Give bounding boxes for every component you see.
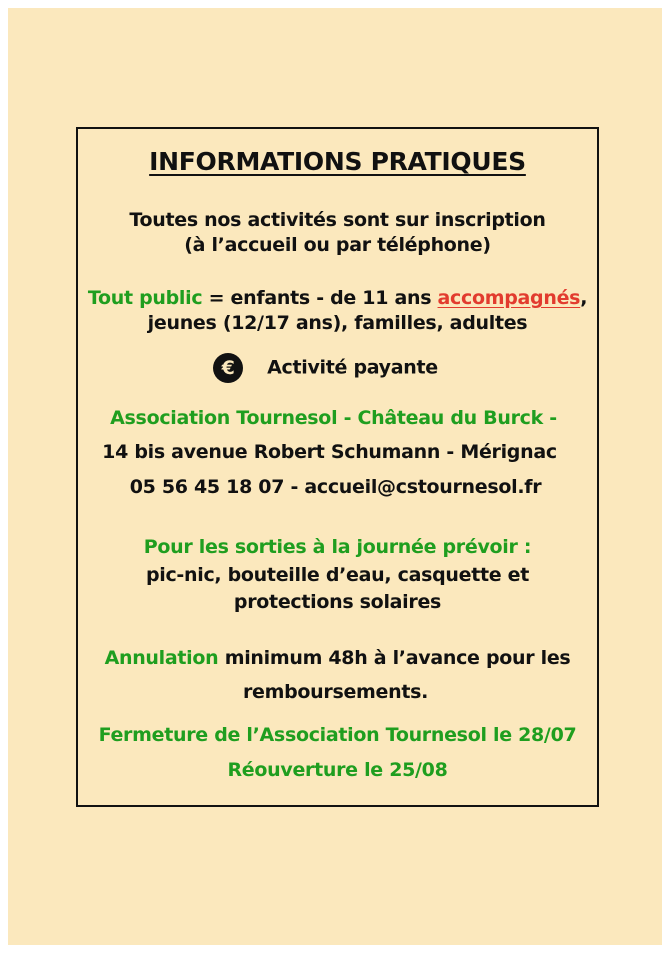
annulation-text: minimum 48h à l’avance pour les [218,647,571,669]
public-label: Tout public [87,287,203,309]
fermeture-line-2: Réouverture le 25/08 [227,759,448,781]
association-line: Association Tournesol - Château du Burck - [110,407,557,429]
annulation-line-1 [78,647,597,669]
euro-icon: € [213,353,243,383]
inscription-line-1: Toutes nos activités sont sur inscription [129,209,546,231]
public-text-b: , [580,287,588,309]
fermeture-line-1: Fermeture de l’Association Tournesol le 28/07 [98,724,577,746]
sorties-line-1: pic-nic, bouteille d’eau, casquette et [145,564,530,586]
contact-line: 05 56 45 18 07 - accueil@cstournesol.fr [129,476,542,498]
payante-row [66,353,585,383]
info-box [76,127,599,807]
payante-label: Activité payante [267,356,438,379]
inscription-line-2: (à l’accueil ou par téléphone) [184,234,491,256]
public-line-2: jeunes (12/17 ans), familles, adultes [147,312,528,334]
annulation-line-2: remboursements. [242,681,429,703]
public-line-1 [78,287,597,309]
annulation-label: Annulation [104,647,219,669]
public-text-a: = enfants - de 11 ans [202,287,438,309]
flyer-page [8,8,662,945]
sorties-heading: Pour les sorties à la journée prévoir : [143,536,532,558]
page-title: INFORMATIONS PRATIQUES [149,147,526,176]
street-line: 14 bis avenue Robert Schumann - Mérignac [102,441,557,463]
sorties-line-2: protections solaires [233,591,442,613]
public-highlight: accompagnés [437,287,581,309]
